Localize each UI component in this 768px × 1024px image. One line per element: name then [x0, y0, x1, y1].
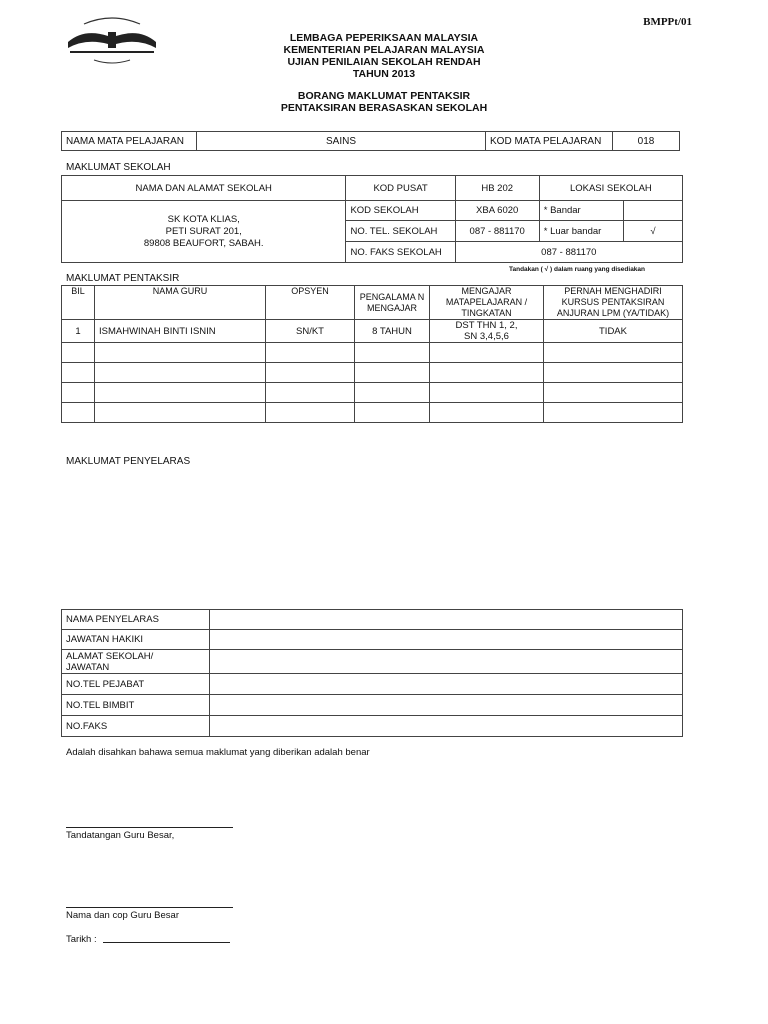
declaration-text: Adalah disahkan bahawa semua maklumat yang diberikan adalah benar — [66, 747, 370, 758]
field-label-line: JAWATAN — [66, 661, 110, 673]
signature-label: Tandatangan Guru Besar, — [66, 830, 175, 841]
section-title: MAKLUMAT PENTAKSIR — [66, 273, 180, 284]
field-label-line: ALAMAT SEKOLAH/ — [66, 650, 154, 662]
address-line: SK KOTA KLIAS, — [167, 213, 240, 225]
location-bandar: * Bandar — [539, 201, 623, 221]
subject-code-value: 018 — [613, 132, 680, 151]
name-stamp-line[interactable] — [66, 907, 233, 908]
luar-bandar-checkmark[interactable]: √ — [623, 221, 682, 242]
field-label: NO.TEL BIMBIT — [62, 695, 210, 716]
school-fax: 087 - 881170 — [455, 242, 682, 263]
address-line: PETI SURAT 201, — [165, 225, 242, 237]
name-stamp-label: Nama dan cop Guru Besar — [66, 910, 180, 921]
header-block — [0, 32, 768, 114]
row-experience: 8 TAHUN — [355, 320, 430, 343]
table-row — [62, 383, 683, 403]
tel-label: NO. TEL. SEKOLAH — [346, 221, 455, 242]
coordinator-position-field[interactable] — [210, 630, 683, 650]
school-table — [61, 175, 683, 263]
date-line[interactable] — [103, 942, 230, 943]
fax-label: NO. FAKS SEKOLAH — [346, 242, 455, 263]
col-header: OPSYEN — [266, 286, 355, 320]
table-row — [62, 320, 683, 343]
subject-value: SAINS — [197, 132, 486, 151]
col-header: NAMA DAN ALAMAT SEKOLAH — [62, 176, 346, 201]
row-name: ISMAHWINAH BINTI ISNIN — [95, 320, 266, 343]
subject-label: NAMA MATA PELAJARAN — [62, 132, 197, 151]
document-code: BMPPt/01 — [643, 16, 692, 28]
fax-field[interactable] — [210, 716, 683, 737]
location-luar-bandar: * Luar bandar — [539, 221, 623, 242]
header-line: KEMENTERIAN PELAJARAN MALAYSIA — [283, 44, 485, 56]
field-label — [62, 650, 210, 674]
table-row — [62, 363, 683, 383]
coordinator-address-field[interactable] — [210, 650, 683, 674]
assessor-table — [61, 285, 683, 423]
header-line: LEMBAGA PEPERIKSAAN MALAYSIA — [289, 32, 479, 44]
school-tel: 087 - 881170 — [455, 221, 539, 242]
section-title: MAKLUMAT SEKOLAH — [66, 162, 171, 173]
field-label: JAWATAN HAKIKI — [62, 630, 210, 650]
table-row — [62, 403, 683, 423]
coordinator-table — [61, 609, 683, 737]
teaching-line: DST THN 1, 2, — [455, 320, 518, 331]
teaching-line: SN 3,4,5,6 — [464, 331, 509, 342]
col-header: LOKASI SEKOLAH — [539, 176, 682, 201]
header-line: UJIAN PENILAIAN SEKOLAH RENDAH — [287, 56, 481, 68]
table-row — [62, 343, 683, 363]
field-label: NO.FAKS — [62, 716, 210, 737]
row-option: SN/KT — [266, 320, 355, 343]
field-label: NO.TEL PEJABAT — [62, 674, 210, 695]
office-tel-field[interactable] — [210, 674, 683, 695]
col-header: PENGALAMA N MENGAJAR — [355, 286, 430, 320]
col-header: KOD PUSAT — [346, 176, 455, 201]
school-code-label: KOD SEKOLAH — [346, 201, 455, 221]
center-code: HB 202 — [455, 176, 539, 201]
tick-note: Tandakan ( √ ) dalam ruang yang disediakan — [509, 266, 646, 273]
row-bil: 1 — [62, 320, 95, 343]
form-title: BORANG MAKLUMAT PENTAKSIR — [297, 90, 471, 102]
row-teaching — [430, 320, 544, 343]
col-header: MENGAJAR MATAPELAJARAN / TINGKATAN — [430, 286, 544, 320]
address-line: 89808 BEAUFORT, SABAH. — [143, 237, 264, 249]
date-label: Tarikh : — [66, 934, 97, 945]
header-line: TAHUN 2013 — [352, 68, 416, 80]
coordinator-name-field[interactable] — [210, 610, 683, 630]
school-code: XBA 6020 — [455, 201, 539, 221]
section-title: MAKLUMAT PENYELARAS — [66, 456, 191, 467]
field-label: NAMA PENYELARAS — [62, 610, 210, 630]
school-address — [62, 201, 346, 263]
mobile-tel-field[interactable] — [210, 695, 683, 716]
form-title: PENTAKSIRAN BERASASKAN SEKOLAH — [280, 102, 488, 114]
signature-line[interactable] — [66, 827, 233, 828]
col-header: PERNAH MENGHADIRI KURSUS PENTAKSIRAN ANJURAN LPM (YA/TIDAK) — [544, 286, 683, 320]
bandar-checkbox[interactable] — [623, 201, 682, 221]
subject-table — [61, 131, 680, 151]
col-header: NAMA GURU — [95, 286, 266, 320]
row-course: TIDAK — [544, 320, 683, 343]
subject-code-label: KOD MATA PELAJARAN — [486, 132, 613, 151]
col-header: BIL — [62, 286, 95, 320]
